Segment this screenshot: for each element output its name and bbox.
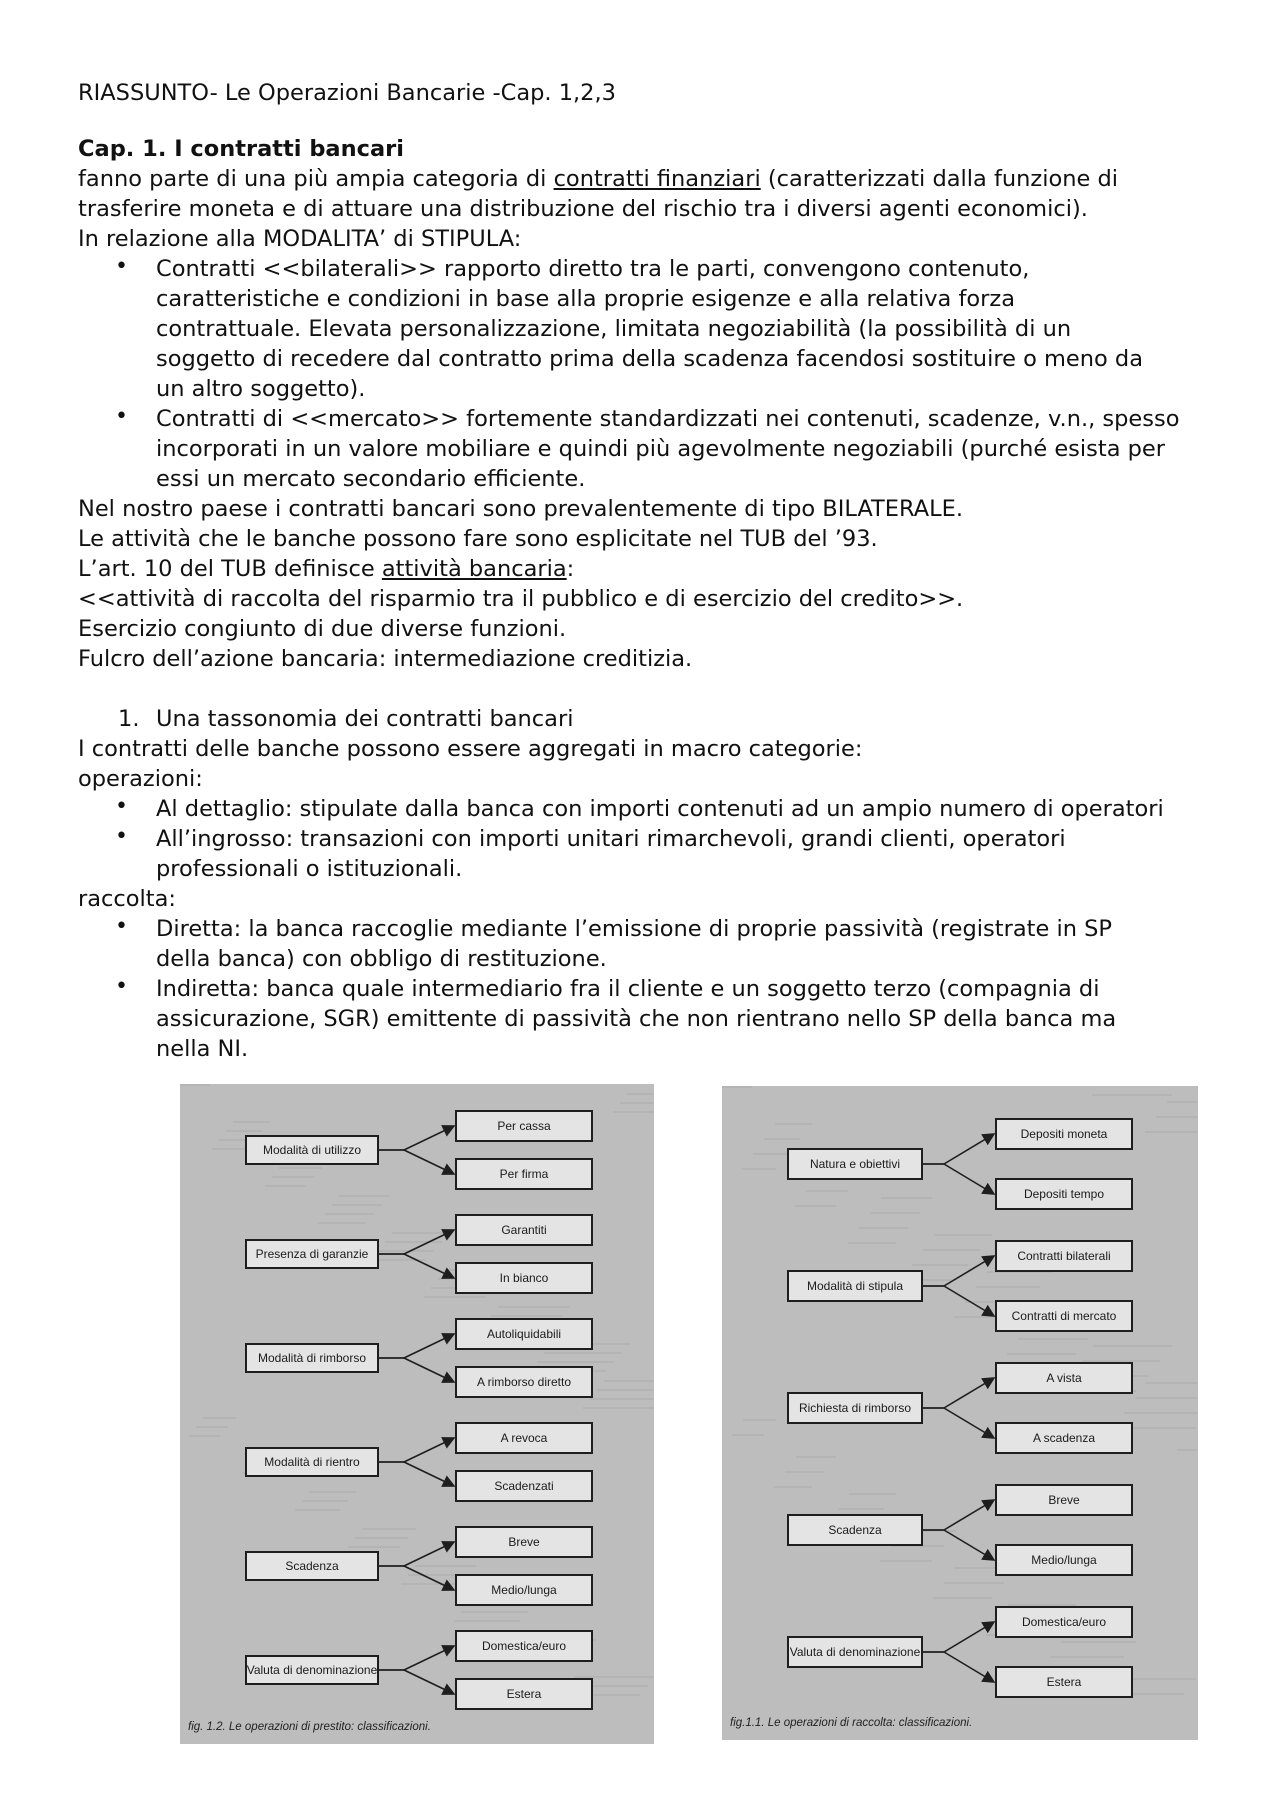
scan-texture: [583, 1407, 654, 1409]
subcategory-label: Domestica/euro: [481, 1639, 567, 1653]
bullet-line: essi un mercato secondario efficiente.: [156, 466, 586, 492]
connector-arrow: [404, 1438, 454, 1462]
scan-texture: [795, 1205, 836, 1207]
connector-arrow: [944, 1622, 994, 1652]
scan-texture: [226, 1130, 262, 1132]
stipula-bullet-list: [78, 254, 1218, 494]
subcategory-label: Garantiti: [501, 1223, 547, 1237]
intro-text: fanno parte di una più ampia categoria di: [78, 166, 554, 192]
scan-texture: [362, 1528, 416, 1530]
scan-texture: [325, 1213, 374, 1215]
scan-texture: [1061, 1641, 1136, 1643]
art10-colon: :: [566, 556, 575, 582]
list-item: [78, 824, 1218, 884]
section-title: Una tassonomia dei contratti bancari: [156, 706, 574, 732]
scan-texture: [1156, 1116, 1198, 1118]
scan-texture: [279, 1167, 322, 1169]
operazioni-label: operazioni:: [78, 766, 203, 792]
scan-texture: [203, 1417, 236, 1419]
bullet-line: • Contratti <<bilaterali>> rapporto diretto tra le parti, convengono contenuto,: [156, 256, 1030, 282]
definition-line: <<attività di raccolta del risparmio tra il pubblico e di esercizio del credito>>.: [78, 586, 964, 612]
scan-texture: [764, 1138, 800, 1140]
subcategory-label: Contratti di mercato: [1011, 1309, 1117, 1323]
scan-texture: [295, 1509, 340, 1511]
figure-raccolta-classificazioni: [722, 1086, 1198, 1740]
scan-texture: [1146, 1382, 1198, 1384]
bullet-line: • Contratti di <<mercato>> fortemente standardizzati nei contenuti, scadenze, v.n., spesso: [156, 406, 1180, 432]
scan-texture: [1135, 1397, 1198, 1399]
subcategory-label: A rimborso diretto: [476, 1375, 572, 1389]
scan-texture: [1177, 1449, 1198, 1451]
scan-texture: [339, 1195, 390, 1197]
scan-texture: [332, 1204, 382, 1206]
scan-texture: [880, 1560, 932, 1562]
raccolta-label: raccolta:: [78, 886, 176, 912]
connector-arrow: [404, 1254, 454, 1278]
scan-texture: [870, 1212, 920, 1214]
subcategory-label: Breve: [1048, 1493, 1080, 1507]
category-label: Valuta di denominazione: [789, 1645, 921, 1659]
scan-texture: [537, 1361, 614, 1363]
connector-arrow: [944, 1378, 994, 1408]
bullet-line: • Diretta: la banca raccoglie mediante l’emissione di proprie passività (registrate in SP: [156, 916, 1112, 942]
scan-texture: [196, 1426, 228, 1428]
scan-texture: [722, 1086, 752, 1088]
raccolta-diagram: [722, 1086, 1198, 1740]
connector-arrow: [944, 1500, 994, 1530]
category-label: Modalità di utilizzo: [262, 1143, 362, 1157]
scan-texture: [774, 1486, 812, 1488]
connector-arrow: [404, 1334, 454, 1358]
scan-texture: [806, 1190, 848, 1192]
scan-texture: [838, 1508, 884, 1510]
scan-texture: [180, 1084, 210, 1086]
scan-texture: [1092, 1094, 1172, 1096]
document-title: RIASSUNTO- Le Operazioni Bancarie -Cap. 1,2,3: [78, 80, 616, 106]
scan-texture: [848, 1242, 896, 1244]
figures-area: [0, 1082, 1280, 1742]
scan-texture: [1082, 1360, 1160, 1362]
scan-texture: [212, 1148, 246, 1150]
connector-arrow: [404, 1358, 454, 1382]
subcategory-label: Depositi tempo: [1023, 1187, 1105, 1201]
connector-arrow: [404, 1542, 454, 1566]
scan-texture: [189, 1435, 220, 1437]
connector-arrow: [944, 1408, 994, 1438]
connector-arrow: [404, 1566, 454, 1590]
scan-texture: [597, 1389, 654, 1391]
category-label: Natura e obiettivi: [809, 1157, 901, 1171]
scan-texture: [355, 1537, 408, 1539]
scan-texture: [1093, 1345, 1172, 1347]
scan-texture: [775, 1123, 812, 1125]
subcategory-label: Autoliquidabili: [486, 1327, 562, 1341]
scan-texture: [849, 1493, 896, 1495]
list-item: [78, 794, 1218, 824]
subcategory-label: Domestica/euro: [1021, 1615, 1107, 1629]
scan-texture: [923, 1249, 980, 1251]
connector-arrow: [404, 1150, 454, 1174]
category-label: Valuta di denominazione: [246, 1663, 378, 1677]
list-item: [78, 914, 1218, 974]
connector-arrow: [404, 1646, 454, 1670]
list-item: [78, 404, 1218, 494]
scan-texture: [590, 1398, 654, 1400]
connector-arrow: [944, 1134, 994, 1164]
scan-texture: [401, 1583, 460, 1585]
scan-texture: [318, 1222, 366, 1224]
scan-texture: [976, 1286, 1040, 1288]
subcategory-label: A vista: [1046, 1371, 1082, 1385]
scan-texture: [491, 1315, 562, 1317]
subcategory-label: Scadenzati: [494, 1479, 554, 1493]
scan-texture: [1145, 1131, 1198, 1133]
scan-texture: [265, 1185, 306, 1187]
category-label: Modalità di rimborso: [257, 1351, 367, 1365]
scan-texture: [743, 1419, 776, 1421]
scan-texture: [934, 1234, 992, 1236]
scan-texture: [498, 1306, 570, 1308]
chapter-intro: [78, 164, 1218, 194]
subcategory-label: In bianco: [499, 1271, 549, 1285]
section-heading: [78, 704, 1218, 734]
bullet-line: incorporati in un valore mobiliare e quindi più agevolmente negoziabili (purché esista per: [156, 436, 1166, 462]
bullet-line: professionali o istituzionali.: [156, 856, 463, 882]
esercizio-line: Esercizio congiunto di due diverse funzioni.: [78, 616, 567, 642]
scan-texture: [348, 1546, 400, 1548]
subcategory-label: Per firma: [499, 1167, 549, 1181]
subcategory-label: Estera: [1046, 1675, 1082, 1689]
category-label: Modalità di stipula: [806, 1279, 904, 1293]
scan-texture: [309, 1491, 356, 1493]
subcategory-label: A revoca: [500, 1431, 548, 1445]
category-label: Scadenza: [285, 1559, 339, 1573]
fulcro-line: Fulcro dell’azione bancaria: intermediazione creditizia.: [78, 646, 693, 672]
figure-caption: fig. 1.2. Le operazioni di prestito: classificazioni.: [188, 1721, 431, 1733]
subcategory-label: Per cassa: [497, 1119, 551, 1133]
art10-line: [78, 554, 1218, 584]
bullet-line: soggetto di recedere dal contratto prima della scadenza facendosi sostituire o meno da: [156, 346, 1144, 372]
scan-texture: [859, 1227, 908, 1229]
scan-texture: [378, 1250, 434, 1252]
attivita-bancaria-term: attività bancaria: [381, 556, 567, 582]
bullet-line: un altro soggetto).: [156, 376, 366, 402]
figure-prestito-classificazioni: [180, 1084, 654, 1744]
scan-texture: [613, 1111, 654, 1113]
bullet-line: contrattuale. Elevata personalizzazione, limitata negoziabilità (la possibilità di un: [156, 316, 1072, 342]
scan-texture: [424, 1296, 486, 1298]
connector-arrow: [944, 1530, 994, 1560]
connector-arrow: [404, 1462, 454, 1486]
bullet-line: • Al dettaglio: stipulate dalla banca con importi contenuti ad un ampio numero di operatori: [156, 796, 1164, 822]
category-label: Presenza di garanzie: [255, 1247, 369, 1261]
contratti-finanziari-term: contratti finanziari: [553, 166, 761, 192]
scan-texture: [627, 1093, 654, 1095]
scan-texture: [785, 1471, 824, 1473]
scan-texture: [574, 1676, 654, 1678]
raccolta-bullet-list: [78, 914, 1218, 1064]
scan-texture: [1018, 1338, 1088, 1340]
subcategory-label: A scadenza: [1032, 1431, 1096, 1445]
list-item: [78, 974, 1218, 1064]
chapter-intro-line2: trasferire moneta e di attuare una distribuzione del rischio tra i diversi agenti economici).: [78, 196, 1088, 222]
category-label: Scadenza: [828, 1523, 882, 1537]
scan-texture: [233, 1121, 270, 1123]
scan-texture: [461, 1611, 528, 1613]
connector-arrow: [404, 1126, 454, 1150]
category-label: Modalità di rientro: [264, 1455, 360, 1469]
modalita-line: In relazione alla MODALITA’ di STIPULA:: [78, 226, 522, 252]
scan-texture: [732, 1434, 764, 1436]
scan-texture: [1167, 1101, 1198, 1103]
section-number: 1.: [118, 706, 140, 732]
document-body: [78, 78, 1218, 1064]
section-intro: I contratti delle banche possono essere aggregati in macro categorie:: [78, 736, 863, 762]
scan-texture: [753, 1153, 788, 1155]
category-label: Richiesta di rimborso: [798, 1401, 912, 1415]
scan-texture: [742, 1168, 776, 1170]
scan-texture: [933, 1597, 992, 1599]
scan-texture: [385, 1241, 442, 1243]
operazioni-bullet-list: [78, 794, 1218, 884]
figure-caption: fig.1.1. Le operazioni di raccolta: classificazioni.: [730, 1717, 973, 1729]
bullet-line: caratteristiche e condizioni in base alla proprie esigenze e alla relativa forza: [156, 286, 1016, 312]
bilaterale-line: Nel nostro paese i contratti bancari sono prevalentemente di tipo BILATERALE.: [78, 496, 964, 522]
scan-texture: [415, 1565, 476, 1567]
scan-texture: [1008, 1604, 1076, 1606]
list-item: [78, 254, 1218, 404]
scan-texture: [881, 1197, 932, 1199]
chapter-heading: Cap. 1. I contratti bancari: [78, 136, 404, 162]
subcategory-label: Depositi moneta: [1020, 1127, 1108, 1141]
bullet-line: • Indiretta: banca quale intermediario fra il cliente e un soggetto terzo (compagnia di: [156, 976, 1100, 1002]
bullet-line: nella NI.: [156, 1036, 249, 1062]
subcategory-label: Medio/lunga: [491, 1583, 557, 1597]
scan-texture: [454, 1620, 520, 1622]
subcategory-label: Estera: [506, 1687, 542, 1701]
bullet-line: • All’ingrosso: transazioni con importi unitari rimarchevoli, grandi clienti, operatori: [156, 826, 1066, 852]
scan-texture: [1007, 1353, 1076, 1355]
prestito-diagram: [180, 1084, 654, 1744]
scan-texture: [1124, 1412, 1198, 1414]
scan-texture: [944, 1582, 1004, 1584]
scan-texture: [796, 1456, 836, 1458]
connector-arrow: [944, 1652, 994, 1682]
scan-texture: [302, 1500, 348, 1502]
tub-line: Le attività che le banche possono fare sono esplicitate nel TUB del ’93.: [78, 526, 878, 552]
connector-arrow: [944, 1164, 994, 1194]
intro-text-tail: (caratterizzati dalla funzione di: [760, 166, 1119, 192]
art10-text: L’art. 10 del TUB definisce: [78, 556, 382, 582]
scan-texture: [392, 1232, 450, 1234]
scan-texture: [912, 1264, 968, 1266]
scan-texture: [1050, 1656, 1124, 1658]
scan-texture: [544, 1352, 622, 1354]
connector-arrow: [944, 1256, 994, 1286]
scan-texture: [272, 1176, 314, 1178]
subcategory-label: Breve: [508, 1535, 540, 1549]
bullet-line: della banca) con obbligo di restituzione.: [156, 946, 607, 972]
bullet-line: assicurazione, SGR) emittente di passività che non rientrano nello SP della banca ma: [156, 1006, 1117, 1032]
scan-texture: [620, 1102, 654, 1104]
subcategory-label: Contratti bilaterali: [1017, 1249, 1111, 1263]
scan-texture: [604, 1380, 654, 1382]
subcategory-label: Medio/lunga: [1031, 1553, 1097, 1567]
connector-arrow: [404, 1670, 454, 1694]
